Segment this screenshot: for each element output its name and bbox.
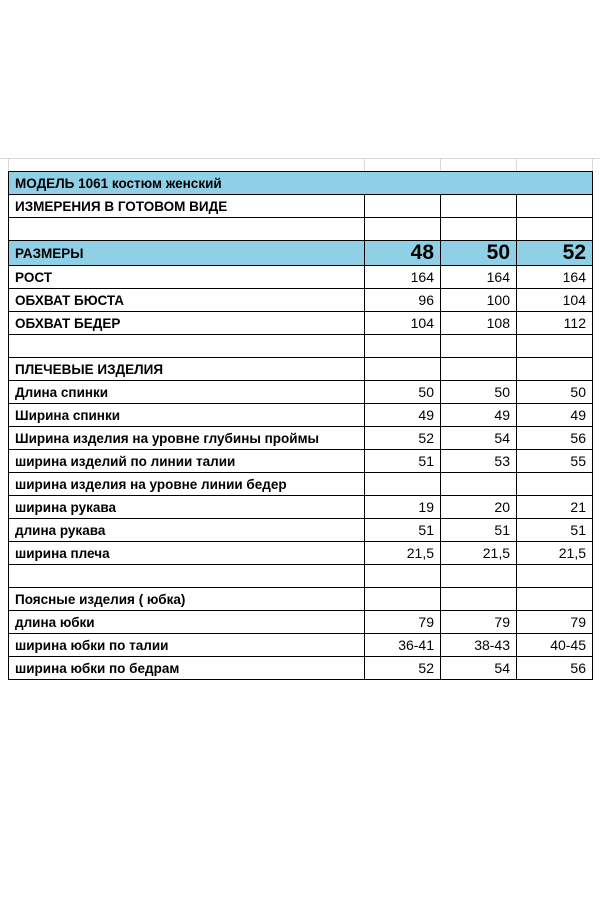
cell-value: 51 (517, 519, 593, 542)
empty-cell (517, 335, 593, 358)
empty-cell (517, 588, 593, 611)
cell-value: 51 (365, 519, 441, 542)
cell-value: 112 (517, 312, 593, 335)
cell-value: 56 (517, 427, 593, 450)
cell-value: 50 (441, 381, 517, 404)
cell-value: 54 (441, 657, 517, 680)
empty-cell (441, 565, 517, 588)
empty-cell (517, 218, 593, 241)
empty-cell (365, 588, 441, 611)
table-row (9, 427, 593, 450)
empty-cell (365, 218, 441, 241)
cell-value: 49 (517, 404, 593, 427)
row-label: Ширина изделия на уровне глубины проймы (9, 427, 365, 450)
empty-cell (517, 195, 593, 218)
cell-value: 96 (365, 289, 441, 312)
title-row (9, 172, 593, 195)
cell-value: 79 (441, 611, 517, 634)
table-row (9, 266, 593, 289)
cell-value (365, 473, 441, 496)
cell-value: 50 (365, 381, 441, 404)
cell-value: 21,5 (517, 542, 593, 565)
cell-value: 104 (517, 289, 593, 312)
cell-value: 51 (441, 519, 517, 542)
row-label: ширина изделия на уровне линии бедер (9, 473, 365, 496)
empty-cell (365, 195, 441, 218)
cell-value: 56 (517, 657, 593, 680)
empty-cell (365, 565, 441, 588)
section-row-waist (9, 588, 593, 611)
cell-value: 164 (365, 266, 441, 289)
spreadsheet-gridline-strip (0, 158, 600, 171)
blank-row (9, 565, 593, 588)
table-row (9, 312, 593, 335)
size-48: 48 (365, 241, 441, 266)
cell-value: 52 (365, 657, 441, 680)
empty-cell (441, 588, 517, 611)
cell-value: 54 (441, 427, 517, 450)
row-label: длина юбки (9, 611, 365, 634)
table-row (9, 611, 593, 634)
cell-value: 51 (365, 450, 441, 473)
cell-value: 21,5 (365, 542, 441, 565)
table-row (9, 657, 593, 680)
cell-value: 104 (365, 312, 441, 335)
cell-value: 38-43 (441, 634, 517, 657)
row-label: Ширина спинки (9, 404, 365, 427)
empty-cell (9, 565, 365, 588)
blank-row (9, 335, 593, 358)
section-heading: Поясные изделия ( юбка) (9, 588, 365, 611)
row-label: ширина изделий по линии талии (9, 450, 365, 473)
sheet-subtitle: ИЗМЕРЕНИЯ В ГОТОВОМ ВИДЕ (9, 195, 365, 218)
cell-value: 40-45 (517, 634, 593, 657)
empty-cell (9, 335, 365, 358)
blank-row (9, 218, 593, 241)
cell-value: 164 (517, 266, 593, 289)
cell-value: 52 (365, 427, 441, 450)
cell-value: 21 (517, 496, 593, 519)
row-label: ширина юбки по талии (9, 634, 365, 657)
row-label: ОБХВАТ БЕДЕР (9, 312, 365, 335)
cell-value (441, 473, 517, 496)
cell-value: 49 (365, 404, 441, 427)
row-label: Длина спинки (9, 381, 365, 404)
empty-cell (365, 335, 441, 358)
table-row (9, 496, 593, 519)
size-chart-table (8, 171, 593, 680)
empty-cell (441, 195, 517, 218)
cell-value: 50 (517, 381, 593, 404)
table-row (9, 289, 593, 312)
table-row (9, 519, 593, 542)
cell-value: 100 (441, 289, 517, 312)
cell-value: 108 (441, 312, 517, 335)
sizes-header-row (9, 241, 593, 266)
empty-cell (441, 218, 517, 241)
row-label: ширина рукава (9, 496, 365, 519)
cell-value: 79 (365, 611, 441, 634)
cell-value: 20 (441, 496, 517, 519)
row-label: ширина плеча (9, 542, 365, 565)
cell-value: 53 (441, 450, 517, 473)
empty-cell (517, 565, 593, 588)
row-label: РОСТ (9, 266, 365, 289)
cell-value: 49 (441, 404, 517, 427)
table-row (9, 450, 593, 473)
table-row (9, 634, 593, 657)
cell-value (517, 473, 593, 496)
section-heading: ПЛЕЧЕВЫЕ ИЗДЕЛИЯ (9, 358, 365, 381)
cell-value: 79 (517, 611, 593, 634)
row-label: ширина юбки по бедрам (9, 657, 365, 680)
table-row (9, 404, 593, 427)
empty-cell (365, 358, 441, 381)
table-row (9, 542, 593, 565)
table-row (9, 381, 593, 404)
row-label: длина рукава (9, 519, 365, 542)
cell-value: 164 (441, 266, 517, 289)
table-row (9, 473, 593, 496)
cell-value: 21,5 (441, 542, 517, 565)
cell-value: 36-41 (365, 634, 441, 657)
section-row-shoulder (9, 358, 593, 381)
cell-value: 19 (365, 496, 441, 519)
size-52: 52 (517, 241, 593, 266)
subtitle-row (9, 195, 593, 218)
sizes-label: РАЗМЕРЫ (9, 241, 365, 266)
cell-value: 55 (517, 450, 593, 473)
empty-cell (441, 335, 517, 358)
empty-cell (517, 358, 593, 381)
empty-cell (441, 358, 517, 381)
size-50: 50 (441, 241, 517, 266)
empty-cell (9, 218, 365, 241)
sheet-title: МОДЕЛЬ 1061 костюм женский (9, 172, 593, 195)
row-label: ОБХВАТ БЮСТА (9, 289, 365, 312)
